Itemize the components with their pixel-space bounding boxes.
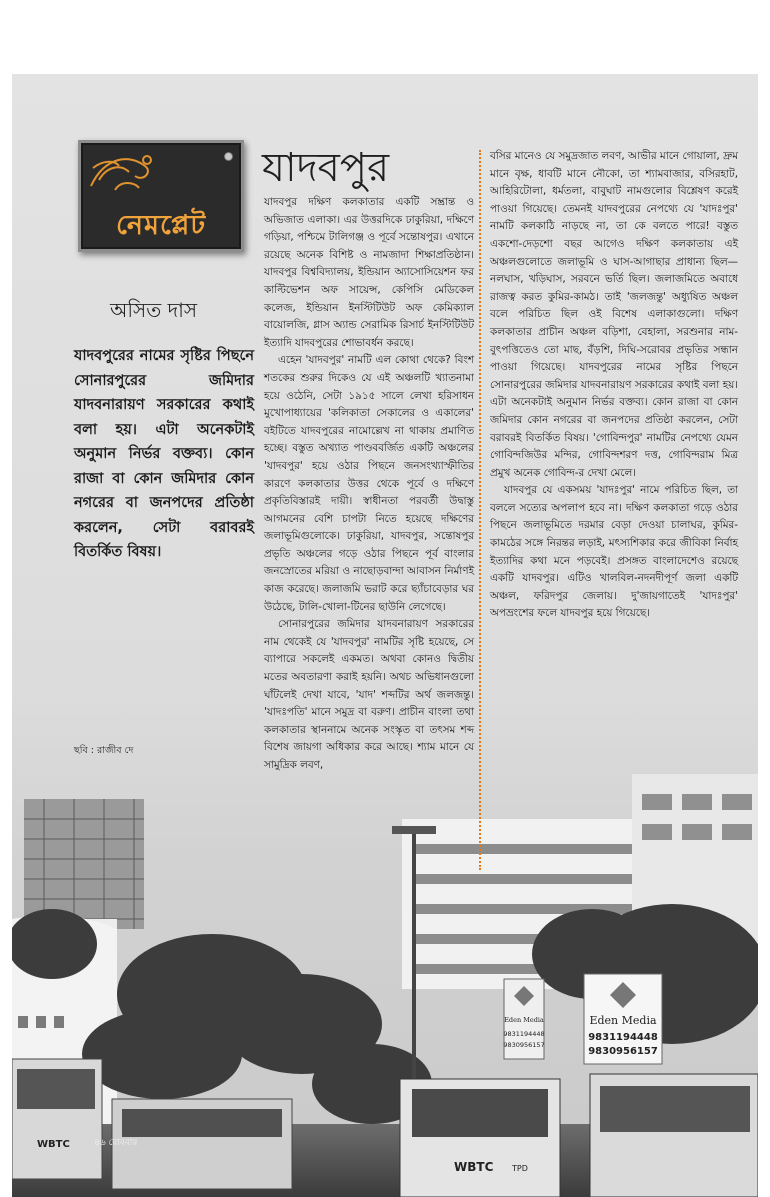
bus-middle bbox=[112, 1099, 292, 1189]
nameplate-sign bbox=[78, 140, 244, 252]
column-divider bbox=[479, 150, 481, 870]
svg-text:Eden Media: Eden Media bbox=[589, 1014, 657, 1027]
svg-text:TPD: TPD bbox=[512, 1164, 528, 1173]
svg-text:WBTC: WBTC bbox=[37, 1139, 70, 1150]
magazine-page bbox=[12, 74, 758, 1197]
paragraph: এহেন 'যাদবপুর' নামটি এল কোথা থেকে? বিংশ শতকের শুরুর দিকেও যে এই অঞ্চলটি খ্যাতনামা হয়ে ওঠেনি, সেটা ১৯১৫ সালে লেখা হরিসাধন মুখোপাধ্যায়ের 'কলিকাতা সেকালের ও একালের' বইটিতে যাদবপুরের নামোল্লেখ না থাকায় প্রমাণিত হচ্ছে। বস্তুত অখ্যাত পাণ্ডববর্জিত একটি অঞ্চলের 'যাদবপুর' হয়ে ওঠার পিছনে জনসংখ্যাস্ফীতির কারণে কলকাতার উত্তর থেকে পূর্বে ও দক্ষিণে প্রকৃতিবিস্তারই দায়ী। স্বাধীনতা পরবর্তী উদ্বাস্তু আগমনের বেশি চাপটা নিতে হয়েছে দক্ষিণের জলাভূমিগুলোকে। ঢাকুরিয়া, যাদবপুর, সন্তোষপুর প্রভৃতি অঞ্চলের গড়ে ওঠার পিছনে পূর্ব বাংলার জনস্রোতের মরিয়া ও নাছোড়বান্দা আবাসন নির্মাণই কাজ করেছে। জলাজমি ভরাট করে ছ্যাঁচাবেড়ার ঘর উঠেছে, টালি-খোলা-টিনের ছাউনি লেগেছে। bbox=[264, 354, 474, 613]
svg-text:9830956157: 9830956157 bbox=[588, 1046, 658, 1057]
paragraph: বসির মানেও যে সমুদ্রজাত লবণ, আভীর মানে গোয়ালা, দ্রুম মানে বৃক্ষ, ধাবটি মানে নৌকো, তা শ্যামবাজার, বসিরহাট, আহিরিটোলা, ধর্মতলা, বাবুঘাট নামগুলোর বিশ্লেষণ করেই পাওয়া গিয়েছে। তেমনই যাদবপুরের নেপথ্যে যে 'যাদঃপুর' নামটি কলকাঠি নাড়ছে না, তা কে বলতে পারে! বস্তুত একশো-দেড়শো বছর আগেও দক্ষিণ কলকাতায় এই অঞ্চলগুলোতে জলাভূমি ও ঘাস-আগাছার প্রাধান্য ছিল— নলঘাস, খড়িঘাস, সরবনে ভর্তি ছিল। জলাজমিতে অবাধে রাজত্ব করত কুমির-কামঠ। তাই 'জলজন্তু' অধ্যুষিত অঞ্চল বলে পরিচিত ছিল ওই বিশেষ এলাকাগুলো। দক্ষিণ কলকাতার প্রাচীন অঞ্চল বড়িশা, বেহালা, সরশুনার নাম-বুৎপত্তিতেও তো মাছ, বঁড়শি, দিঘি-সরোবর প্রভৃতির সন্ধান পাওয়া গিয়েছে। যাদবপুরের নামের সৃষ্টির পিছনে সোনারপুরের জমিদার যাদবনারায়ণ সরকারের কথাই বলা হয়। এটা অনেকটাই অনুমান নির্ভর বক্তব্য। কোন রাজা বা কোন জমিদার কোন নগরের বা জনপদের প্রতিষ্ঠা করলেন, সেটা বরাবরই বিতর্কিত বিষয়। 'গোবিন্দপুর' নামটির নেপথ্যে যেমন গোবিন্দজিউর মন্দির, গোবিন্দশরণ দত্ত, গোবিন্দরাম মিত্র প্রমুখ অনেক গোবিন্দ-র দেখা মেলে। bbox=[490, 150, 738, 479]
pull-quote: যাদবপুরের নামের সৃষ্টির পিছনে সোনারপুরের জমিদার যাদবনারায়ণ সরকারের কথাই বলা হয়। এটা অনেকটাই অনুমান নির্ভর বক্তব্য। কোন রাজা বা কোন জমিদার কোন নগরের বা জনপদের প্রতিষ্ঠা করলেন, সেটা বরাবরই বিতর্কিত বিষয়। bbox=[74, 348, 254, 560]
bus-center bbox=[400, 1079, 560, 1197]
scaffold-building bbox=[24, 799, 144, 929]
article-column-2 bbox=[490, 148, 738, 623]
nameplate-label: নেমপ্লেট bbox=[115, 210, 207, 241]
paragraph: সোনারপুরের জমিদার যাদবনারায়ণ সরকারের নাম থেকেই যে 'যাদবপুর' নামটির সৃষ্টি হয়েছে, সে ব্যাপারে সকলেই একমত। অথবা কোনও দ্বিতীয় মতের অবতারণা করাই হয়নি। অথচ অভিধানগুলো ঘাঁটলেই দেখা যাবে, 'যাদ' শব্দটির অর্থ জলজন্তু। 'যাদঃপতি' মানে সমুদ্র বা বরুণ। প্রাচীন বাংলা তথা কলকাতার স্থাননামে অনেক সংস্কৃত বা তৎসম শব্দ বিশেষ জায়গা অধিকার করে আছে। শ্যাম মানে যে সামুদ্রিক লবণ, bbox=[264, 618, 474, 771]
eden-media-sign-1 bbox=[584, 974, 662, 1064]
floral-ornament-icon bbox=[85, 146, 165, 196]
bus-left bbox=[12, 1059, 102, 1179]
paragraph: যাদবপুর দক্ষিণ কলকাতার একটি সম্ভ্রান্ত ও অভিজাত এলাকা। এর উত্তরদিকে ঢাকুরিয়া, দক্ষিণে গড়িয়া, পশ্চিমে টালিগঞ্জ ও পূর্বে সন্তোষপুর। এখানে রয়েছে অনেক বিশিষ্ট ও নামজাদা শিক্ষাপ্রতিষ্ঠান। যাদবপুর বিশ্ববিদ্যালয়, ইন্ডিয়ান অ্যাসোসিয়েশন ফর কাল্টিভেশন অফ সায়েন্স, কেপিসি মেডিকেল কলেজ, ইন্ডিয়ান ইনস্টিটিউট অফ কেমিক্যাল বায়োলজি, গ্লাস অ্যান্ড সেরামিক রিসার্চ ইনস্টিটিউট ইত্যাদি যাদবপুরের শোভাবর্ধন করছে। bbox=[264, 196, 474, 349]
svg-text:9830956157: 9830956157 bbox=[503, 1041, 545, 1049]
svg-text:9831194448: 9831194448 bbox=[503, 1030, 545, 1038]
bus-right bbox=[590, 1074, 758, 1197]
pin-icon bbox=[224, 152, 233, 161]
eden-media-sign-2 bbox=[503, 979, 544, 1059]
svg-text:Eden Media: Eden Media bbox=[504, 1016, 544, 1024]
photo-credit: ছবি : রাজীব দে bbox=[74, 745, 134, 756]
page-folio: ৪৬ রোববার bbox=[94, 1138, 138, 1148]
article-column-1 bbox=[264, 194, 474, 775]
svg-text:WBTC: WBTC bbox=[454, 1160, 494, 1174]
article-headline: যাদবপুর bbox=[262, 145, 390, 191]
author-name: অসিত দাস bbox=[110, 298, 198, 322]
paragraph: যাদবপুর যে একসময় 'যাদঃপুর' নামে পরিচিত ছিল, তা বললে সত্যের অপলাপ হবে না। দক্ষিণ কলকাতা গড়ে ওঠার পিছনে জলাভূমিতে দরমার বেড়া দেওয়া চালাঘর, কুমির-কামঠের সঙ্গে নিরন্তর লড়াই, মৎস্যশিকার করে জীবিকা নির্বাহ ইত্যাদির কথা মনে পড়বেই। প্রসঙ্গত বাংলাদেশেও রয়েছে একটি যাদবপুর। এটিও খালবিল-নদনদীপূর্ণ জলা একটি অঞ্চল, ফরিদপুর জেলায়। দু'জায়গাতেই 'যাদঃপুর' অপভ্রংশের ফলে যাদবপুর হয়ে গিয়েছে। bbox=[490, 484, 738, 620]
svg-text:9831194448: 9831194448 bbox=[588, 1032, 658, 1043]
